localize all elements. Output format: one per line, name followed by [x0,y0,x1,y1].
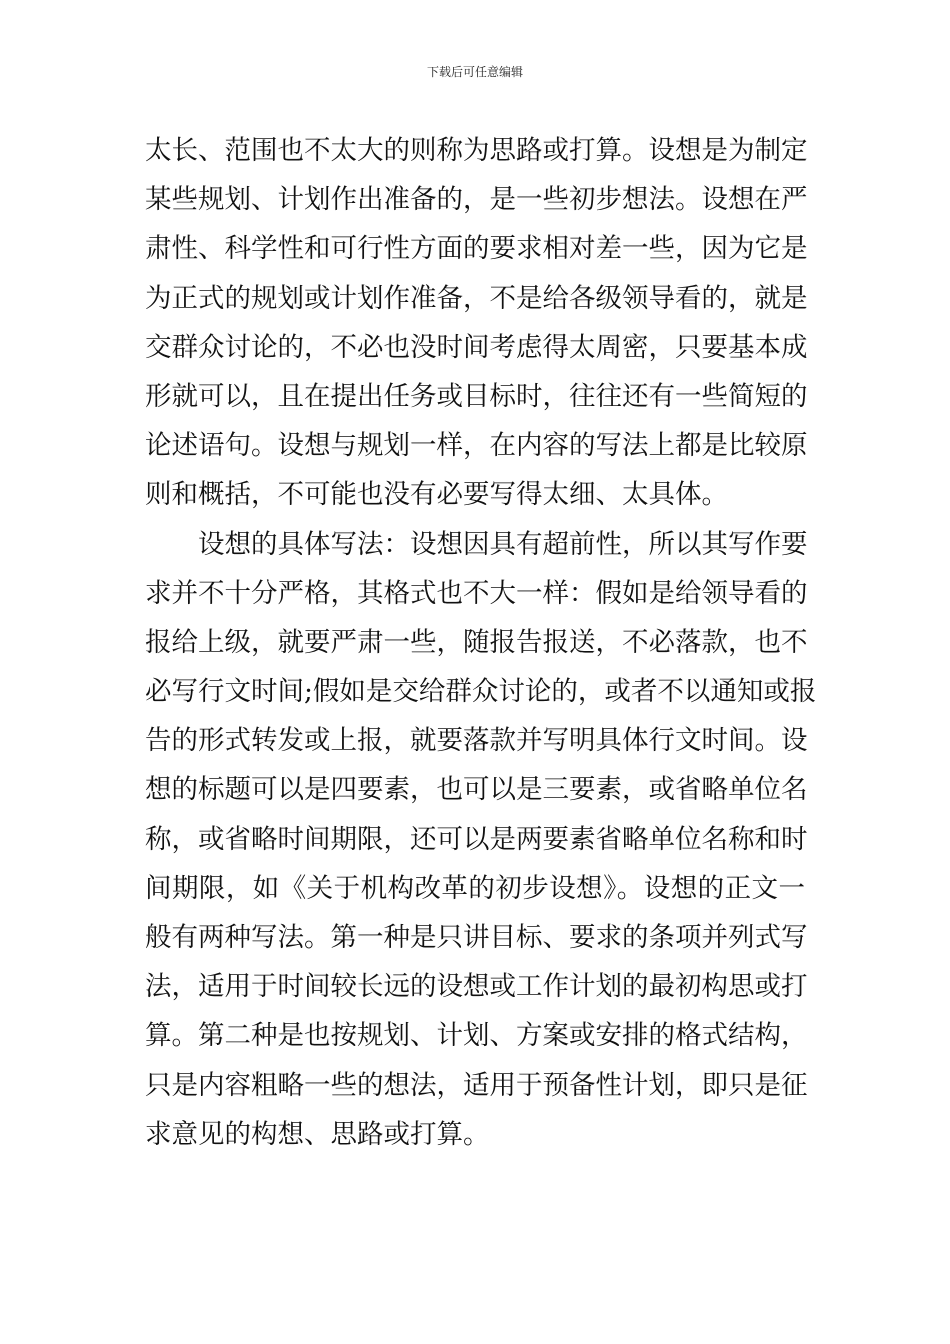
text-line: 交群众讨论的，不必也没时间考虑得太周密，只要基本成 [145,331,808,363]
text-line: 告的形式转发或上报，就要落款并写明具体行文时间。设 [145,725,808,757]
text-line: 论述语句。设想与规划一样，在内容的写法上都是比较原 [145,430,808,462]
text-line: 想的标题可以是四要素，也可以是三要素，或省略单位名 [145,774,808,806]
text-line: 算。第二种是也按规划、计划、方案或安排的格式结构， [145,1020,808,1052]
text-line: 为正式的规划或计划作准备，不是给各级领导看的，就是 [145,282,808,314]
text-line: 求并不十分严格，其格式也不大一样：假如是给领导看的 [145,577,808,609]
document-body [145,126,817,1159]
text-line: 只是内容粗略一些的想法，适用于预备性计划，即只是征 [145,1069,808,1101]
text-line: 法，适用于时间较长远的设想或工作计划的最初构思或打 [145,971,808,1003]
text-line: 设想的具体写法：设想因具有超前性，所以其写作要 [145,528,808,560]
text-line: 必写行文时间;假如是交给群众讨论的，或者不以通知或报 [145,676,817,708]
text-line: 报给上级，就要严肃一些，随报告报送，不必落款，也不 [145,626,808,658]
paragraph-1 [145,126,808,520]
text-line: 某些规划、计划作出准备的，是一些初步想法。设想在严 [145,184,808,216]
text-line: 般有两种写法。第一种是只讲目标、要求的条项并列式写 [145,922,808,953]
text-line: 形就可以，且在提出任务或目标时，往往还有一些简短的 [145,380,808,412]
page-header: 下载后可任意编辑 [426,65,523,79]
text-line: 求意见的构想、思路或打算。 [145,1118,490,1150]
text-line: 则和概括，不可能也没有必要写得太细、太具体。 [145,479,728,511]
text-line: 间期限，如《关于机构改革的初步设想》。设想的正文一 [145,872,805,904]
text-line: 称，或省略时间期限，还可以是两要素省略单位名称和时 [145,823,808,855]
text-line: 太长、范围也不太大的则称为思路或打算。设想是为制定 [145,135,808,166]
paragraph-2 [145,520,817,1159]
text-line: 肃性、科学性和可行性方面的要求相对差一些，因为它是 [145,233,808,265]
